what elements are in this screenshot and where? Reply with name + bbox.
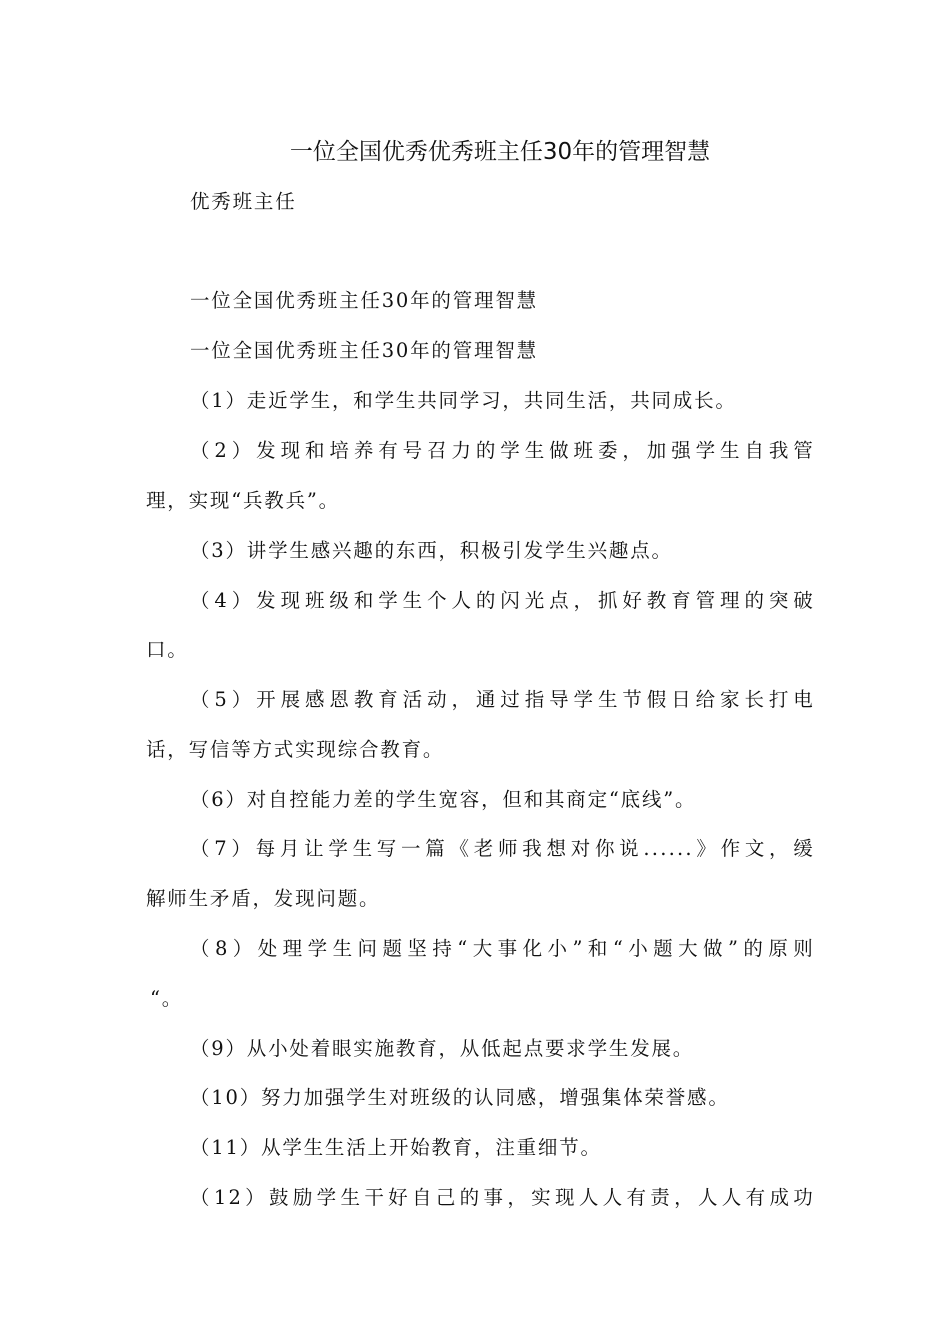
list-item-7: （7）每月让学生写一篇《老师我想对你说......》作文，缓 [190, 837, 815, 860]
list-item-1: （1）走近学生，和学生共同学习，共同生活，共同成长。 [190, 389, 737, 412]
list-item-3: （3）讲学生感兴趣的东西，积极引发学生兴趣点。 [190, 539, 673, 562]
list-item-5: （5）开展感恩教育活动，通过指导学生节假日给家长打电 [190, 688, 815, 711]
document-title: 一位全国优秀优秀班主任30年的管理智慧 [289, 139, 711, 165]
list-item-8-continued: “。 [150, 987, 184, 1010]
list-item-7-continued: 解师生矛盾，发现问题。 [146, 887, 381, 910]
list-item-9: （9）从小处着眼实施教育，从低起点要求学生发展。 [190, 1037, 695, 1060]
list-item-11: （11）从学生生活上开始教育，注重细节。 [190, 1136, 602, 1159]
section-heading-2: 一位全国优秀班主任30年的管理智慧 [190, 339, 538, 362]
author-label: 优秀班主任 [190, 190, 297, 213]
list-item-6: （6）对自控能力差的学生宽容，但和其商定“底线”。 [190, 788, 697, 811]
section-heading-1: 一位全国优秀班主任30年的管理智慧 [190, 289, 538, 312]
list-item-2-continued: 理，实现“兵教兵”。 [146, 489, 340, 512]
list-item-5-continued: 话，写信等方式实现综合教育。 [146, 738, 445, 761]
list-item-2: （2）发现和培养有号召力的学生做班委，加强学生自我管 [190, 439, 815, 462]
list-item-12: （12）鼓励学生干好自己的事，实现人人有责，人人有成功 [190, 1186, 815, 1209]
list-item-10: （10）努力加强学生对班级的认同感，增强集体荣誉感。 [190, 1086, 730, 1109]
list-item-4-continued: 口。 [146, 638, 189, 661]
list-item-4: （4）发现班级和学生个人的闪光点，抓好教育管理的突破 [190, 589, 815, 612]
list-item-8: （8）处理学生问题坚持“大事化小”和“小题大做”的原则 [190, 937, 815, 960]
